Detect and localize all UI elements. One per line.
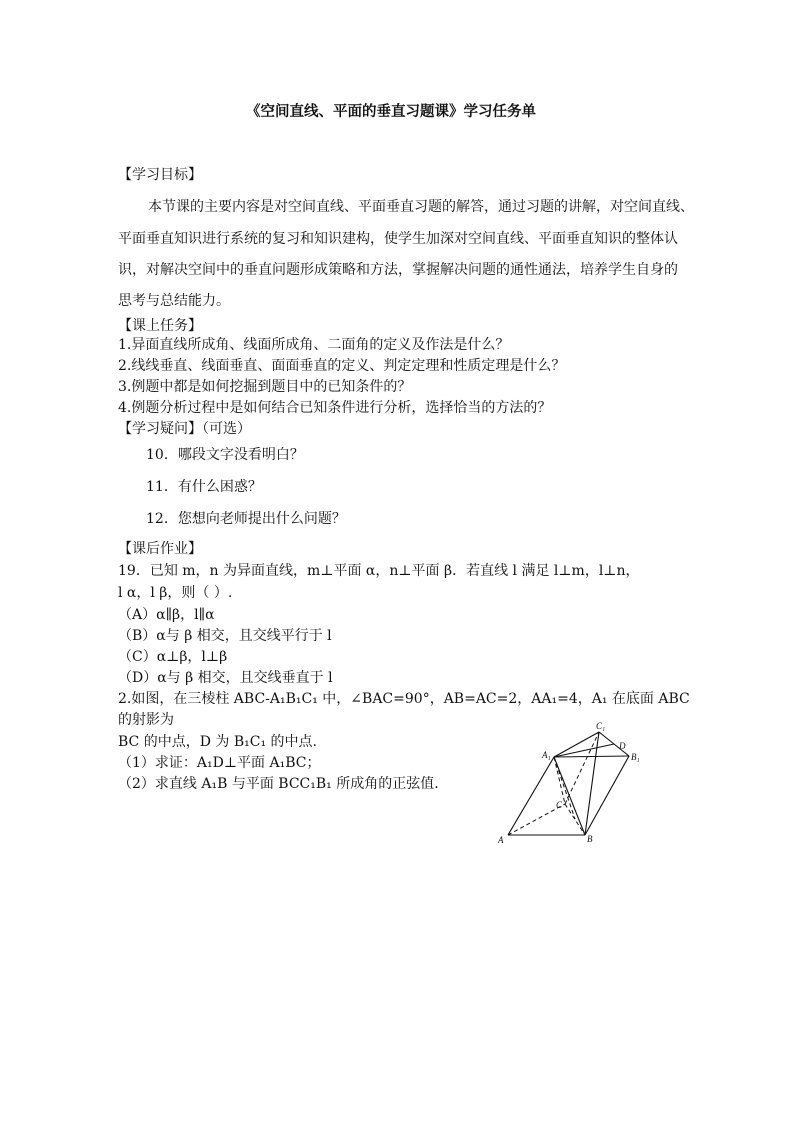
label-b1: B₁ <box>631 752 640 762</box>
task-item-2: 2.线线垂直、线面垂直、面面垂直的定义、判定定理和性质定理是什么？ <box>118 358 566 374</box>
prism-figure <box>490 720 650 850</box>
q19-option-a: （A）α∥β，l∥α <box>118 607 215 623</box>
q19-option-d: （D）α与 β 相交，且交线垂直于 l <box>118 670 333 686</box>
goals-heading: 【学习目标】 <box>118 167 202 183</box>
question-item-11: 11．有什么困惑？ <box>146 479 262 495</box>
edge-c1-b <box>585 732 599 835</box>
q2-line-3: BC 的中点，D 为 B₁C₁ 的中点. <box>118 734 317 750</box>
edge-a1-d <box>554 744 614 757</box>
q2-line-2: 的射影为 <box>118 712 174 728</box>
goals-para-line-1: 本节课的主要内容是对空间直线、平面垂直习题的解答，通过习题的讲解，对空间直线、 <box>148 199 694 215</box>
homework-heading: 【课后作业】 <box>118 541 202 557</box>
q19-line-2: l α，l β，则（ ）. <box>118 585 233 601</box>
label-b: B <box>587 834 593 844</box>
q2-part-1: （1）求证：A₁D⊥平面 A₁BC； <box>118 755 321 771</box>
task-item-4: 4.例题分析过程中是如何结合已知条件进行分析，选择恰当的方法的？ <box>118 400 552 416</box>
edge-b-b1 <box>585 756 629 835</box>
questions-heading: 【学习疑问】（可选） <box>118 421 251 437</box>
label-c1: C₁ <box>596 721 606 731</box>
question-item-12: 12．您想向老师提出什么问题？ <box>146 511 346 527</box>
label-c: C <box>556 800 563 810</box>
edge-a-a1 <box>508 757 554 835</box>
goals-para-line-2: 平面垂直知识进行系统的复习和知识建构，使学生加深对空间直线、平面垂直知识的整体认 <box>118 231 678 247</box>
goals-para-line-3: 识，对解决空间中的垂直问题形成策略和方法，掌握解决问题的通性通法，培养学生自身的 <box>118 262 678 278</box>
edge-a1-b1 <box>554 756 629 757</box>
q19-line-1: 19．已知 m，n 为异面直线，m⊥平面 α，n⊥平面 β．若直线 l 满足 l⊥m，l⊥n， <box>118 563 640 579</box>
label-a1: A₁ <box>542 750 551 760</box>
q19-option-b: （B）α与 β 相交，且交线平行于 l <box>118 628 332 644</box>
page-title: 《空间直线、平面的垂直习题课》学习任务单 <box>246 103 536 120</box>
tasks-heading: 【课上任务】 <box>118 318 202 334</box>
q2-line-1: 2.如图，在三棱柱 ABC-A₁B₁C₁ 中，∠BAC=90°，AB=AC=2，AA₁=4，A₁ 在底面 ABC <box>118 691 690 707</box>
edge-a1-c1 <box>554 732 599 757</box>
q19-option-c: （C）α⊥β，l⊥β <box>118 649 228 665</box>
label-d: D <box>619 741 626 751</box>
goals-para-line-4: 思考与总结能力。 <box>118 293 230 309</box>
task-item-1: 1.异面直线所成角、线面所成角、二面角的定义及作法是什么？ <box>118 337 510 353</box>
question-item-10: 10．哪段文字没看明白？ <box>146 447 304 463</box>
q2-part-2: （2）求直线 A₁B 与平面 BCC₁B₁ 所成角的正弦值. <box>118 776 439 792</box>
task-item-3: 3.例题中都是如何挖掘到题目中的已知条件的？ <box>118 379 412 395</box>
label-a: A <box>498 835 504 845</box>
edge-a1-b <box>554 757 585 835</box>
